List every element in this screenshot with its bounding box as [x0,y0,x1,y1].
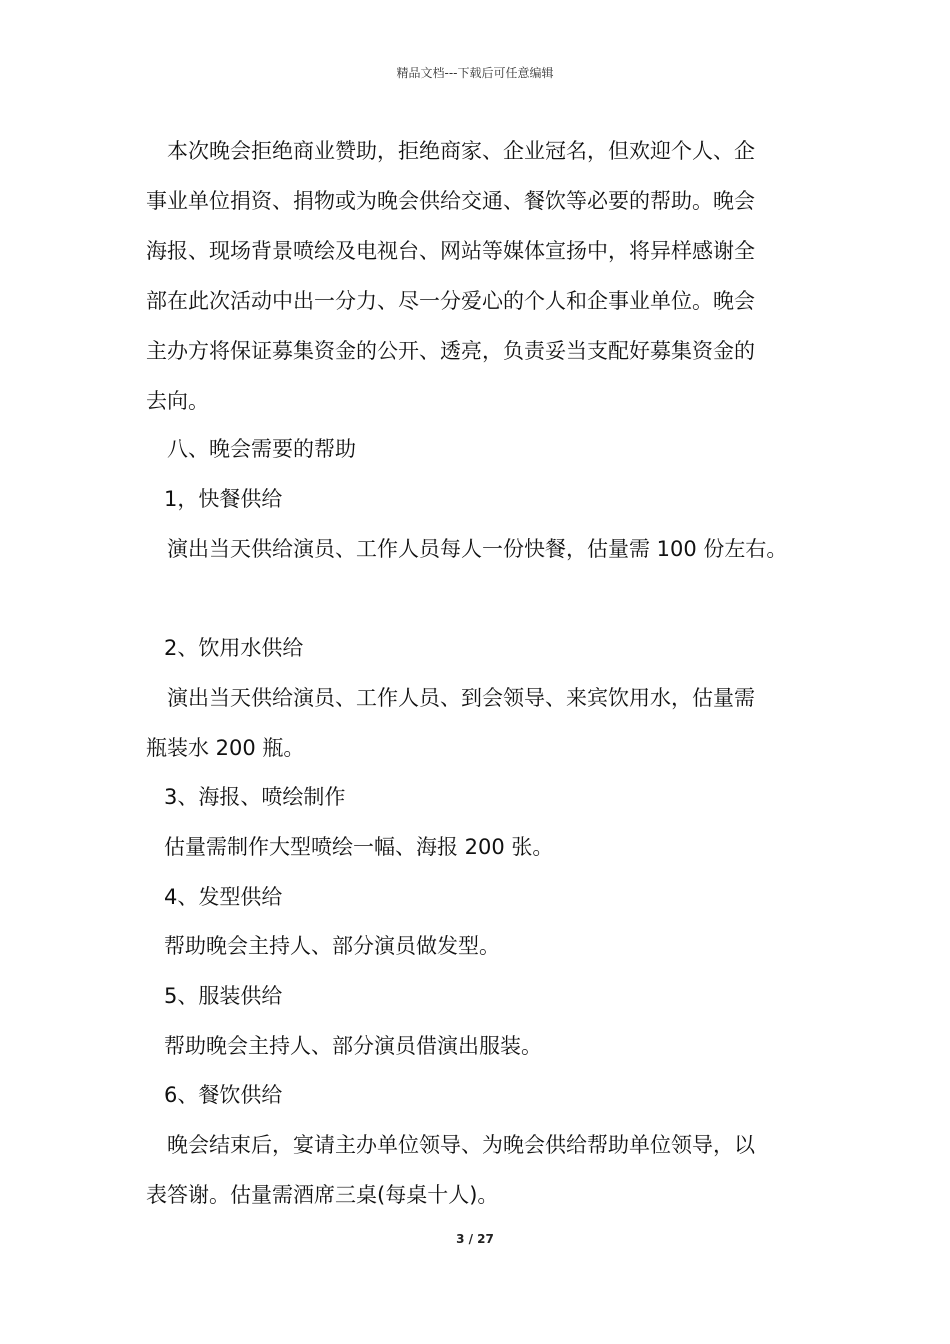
paragraph-line: 估量需制作大型喷绘一幅、海报 200 张。 [164,835,554,859]
paragraph-line: 部在此次活动中出一分力、尽一分爱心的个人和企事业单位。晚会 [146,289,755,313]
paragraph-line: 表答谢。估量需酒席三桌(每桌十人)。 [146,1183,499,1207]
item-heading: 3、海报、喷绘制作 [164,785,346,809]
page-header: 精品文档---下载后可任意编辑 [396,66,554,80]
paragraph-line: 事业单位捐资、捐物或为晚会供给交通、餐饮等必要的帮助。晚会 [146,189,755,213]
paragraph-line: 主办方将保证募集资金的公开、透亮，负责妥当支配好募集资金的 [146,339,755,363]
paragraph-line: 瓶装水 200 瓶。 [146,736,305,760]
paragraph-line: 晚会结束后，宴请主办单位领导、为晚会供给帮助单位领导，以 [167,1133,755,1157]
paragraph-line: 帮助晚会主持人、部分演员做发型。 [164,934,500,958]
item-heading: 5、服装供给 [164,984,283,1008]
paragraph-line: 演出当天供给演员、工作人员每人一份快餐，估量需 100 份左右。 [167,537,788,561]
paragraph-line: 去向。 [146,389,209,413]
paragraph-line: 帮助晚会主持人、部分演员借演出服装。 [164,1034,542,1058]
item-heading: 1，快餐供给 [164,487,283,511]
paragraph-line: 本次晚会拒绝商业赞助，拒绝商家、企业冠名，但欢迎个人、企 [167,139,755,163]
section-heading: 八、晚会需要的帮助 [167,437,356,461]
paragraph-line: 演出当天供给演员、工作人员、到会领导、来宾饮用水，估量需 [167,686,755,710]
page-number: 3 / 27 [456,1232,494,1246]
item-heading: 6、餐饮供给 [164,1083,283,1107]
item-heading: 4、发型供给 [164,885,283,909]
paragraph-line: 海报、现场背景喷绘及电视台、网站等媒体宣扬中，将异样感谢全 [146,239,755,263]
item-heading: 2、饮用水供给 [164,636,304,660]
